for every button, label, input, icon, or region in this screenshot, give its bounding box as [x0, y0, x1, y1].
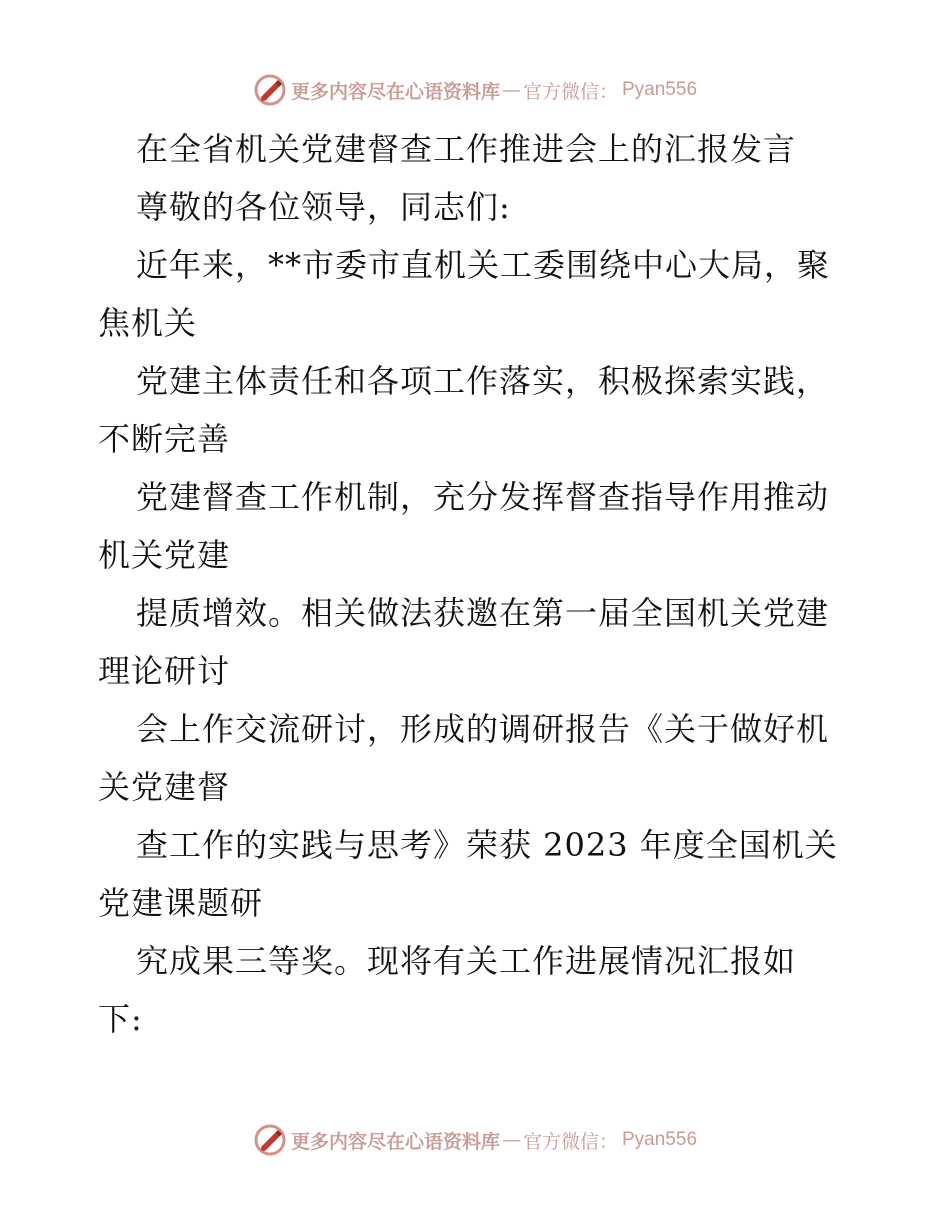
pen-logo-icon: [253, 73, 287, 107]
body-line: 不断完善: [98, 420, 231, 458]
watermark-separator: —: [501, 79, 521, 101]
watermark-separator: —: [501, 1129, 521, 1151]
footer-watermark: [0, 1120, 950, 1160]
watermark-brand: 更多内容尽在心语资料库: [290, 80, 500, 103]
body-line: 党建主体责任和各项工作落实，积极探索实践，: [136, 362, 830, 400]
body-line: 究成果三等奖。现将有关工作进展情况汇报如: [136, 942, 797, 980]
document-body: [98, 120, 858, 1048]
body-line: 理论研讨: [98, 652, 231, 690]
body-line: 党建督查工作机制，充分发挥督查指导作用推动: [136, 478, 830, 516]
pen-logo-icon: [253, 1123, 287, 1157]
body-line: 党建课题研: [98, 884, 264, 922]
body-line: 尊敬的各位领导，同志们:: [136, 188, 511, 226]
watermark-brand: 更多内容尽在心语资料库: [290, 1130, 500, 1153]
body-line: 焦机关: [98, 304, 198, 342]
document-title: 在全省机关党建督查工作推进会上的汇报发言: [136, 130, 797, 168]
watermark-wechat-label: 官方微信：: [522, 1130, 618, 1153]
body-line: 查工作的实践与思考》荣获 2023 年度全国机关: [136, 826, 838, 864]
header-watermark: [0, 70, 950, 110]
watermark-wechat-id: Pyan556: [622, 1129, 698, 1150]
body-line: 近年来，**市委市直机关工委围绕中心大局，聚: [136, 246, 831, 284]
body-line: 关党建督: [98, 768, 231, 806]
watermark-wechat-id: Pyan556: [622, 79, 698, 100]
body-line: 会上作交流研讨，形成的调研报告《关于做好机: [136, 710, 830, 748]
body-line: 下:: [98, 1000, 143, 1038]
body-line: 提质增效。相关做法获邀在第一届全国机关党建: [136, 594, 830, 632]
watermark-wechat-label: 官方微信：: [522, 80, 618, 103]
body-line: 机关党建: [98, 536, 231, 574]
